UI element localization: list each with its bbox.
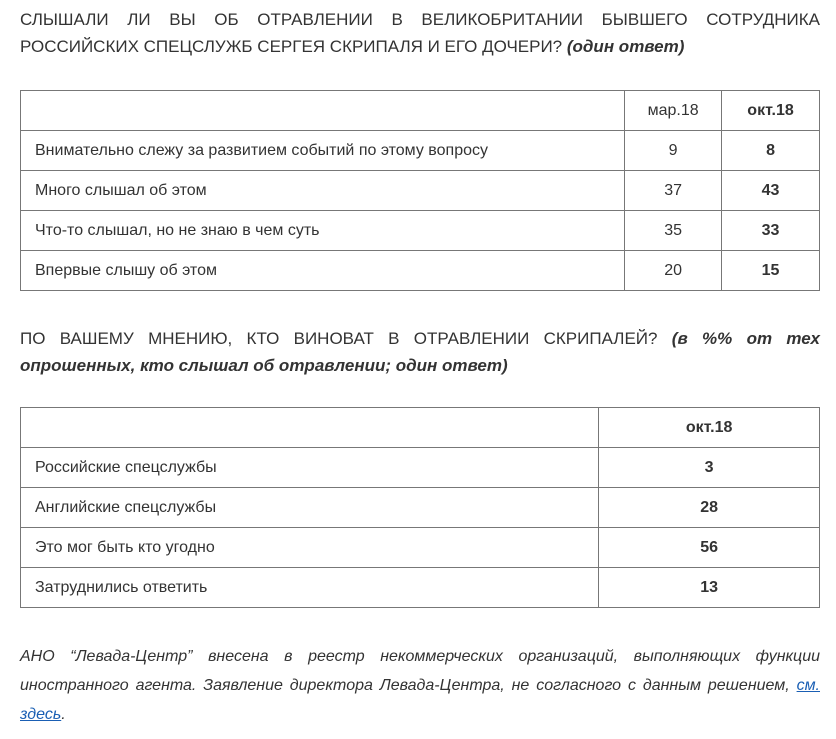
row-value-oct: 33 <box>722 211 820 251</box>
question-2-text: ПО ВАШЕМУ МНЕНИЮ, КТО ВИНОВАТ В ОТРАВЛЕНИИ СКРИПАЛЕЙ? <box>20 329 658 348</box>
question-1 <box>20 6 820 60</box>
row-label: Российские спецслужбы <box>21 448 599 488</box>
row-value-oct: 8 <box>722 131 820 171</box>
row-label: Много слышал об этом <box>21 171 625 211</box>
row-value-mar: 20 <box>625 251 722 291</box>
header-cell-oct18: окт.18 <box>599 408 820 448</box>
question-2-note: (в %% от тех опрошенных, кто слышал об отравлении; один ответ) <box>20 329 820 375</box>
row-label: Это мог быть кто угодно <box>21 528 599 568</box>
results-table-2 <box>20 407 820 608</box>
question-1-note: (один ответ) <box>566 37 685 56</box>
row-value-mar: 35 <box>625 211 722 251</box>
header-cell-empty <box>21 91 625 131</box>
header-cell-mar18: мар.18 <box>625 91 722 131</box>
table-row <box>21 568 820 608</box>
row-value-mar: 37 <box>625 171 722 211</box>
row-label: Внимательно слежу за развитием событий по этому вопросу <box>21 131 625 171</box>
row-value-oct: 15 <box>722 251 820 291</box>
row-value-mar: 9 <box>625 131 722 171</box>
table-row <box>21 171 820 211</box>
row-label: Что-то слышал, но не знаю в чем суть <box>21 211 625 251</box>
header-cell-oct18: окт.18 <box>722 91 820 131</box>
row-label: Впервые слышу об этом <box>21 251 625 291</box>
question-2 <box>20 325 820 379</box>
table-header-row <box>21 408 820 448</box>
results-table-1 <box>20 90 820 291</box>
see-here-link[interactable]: см. здесь <box>20 677 820 723</box>
row-label: Английские спецслужбы <box>21 488 599 528</box>
table-row <box>21 528 820 568</box>
disclaimer-text: АНО “Левада-Центр” внесена в реестр некоммерческих организаций, выполняющих функции иностранного агента. Заявление директора Левада-Центра, не согласного с данным решением, <box>20 648 820 694</box>
row-value-oct: 56 <box>599 528 820 568</box>
row-label: Затруднились ответить <box>21 568 599 608</box>
table-row <box>21 448 820 488</box>
table-row <box>21 488 820 528</box>
table-row <box>21 131 820 171</box>
table-row <box>21 211 820 251</box>
row-value-oct: 3 <box>599 448 820 488</box>
table-header-row <box>21 91 820 131</box>
disclaimer-tail: . <box>61 706 66 723</box>
table-row <box>21 251 820 291</box>
row-value-oct: 13 <box>599 568 820 608</box>
row-value-oct: 43 <box>722 171 820 211</box>
disclaimer <box>20 642 820 729</box>
question-1-text: СЛЫШАЛИ ЛИ ВЫ ОБ ОТРАВЛЕНИИ В ВЕЛИКОБРИТАНИИ БЫВШЕГО СОТРУДНИКА РОССИЙСКИХ СПЕЦСЛУЖБ СЕРГЕЯ СКРИПАЛЯ И ЕГО ДОЧЕРИ? <box>20 10 820 56</box>
row-value-oct: 28 <box>599 488 820 528</box>
header-cell-empty <box>21 408 599 448</box>
